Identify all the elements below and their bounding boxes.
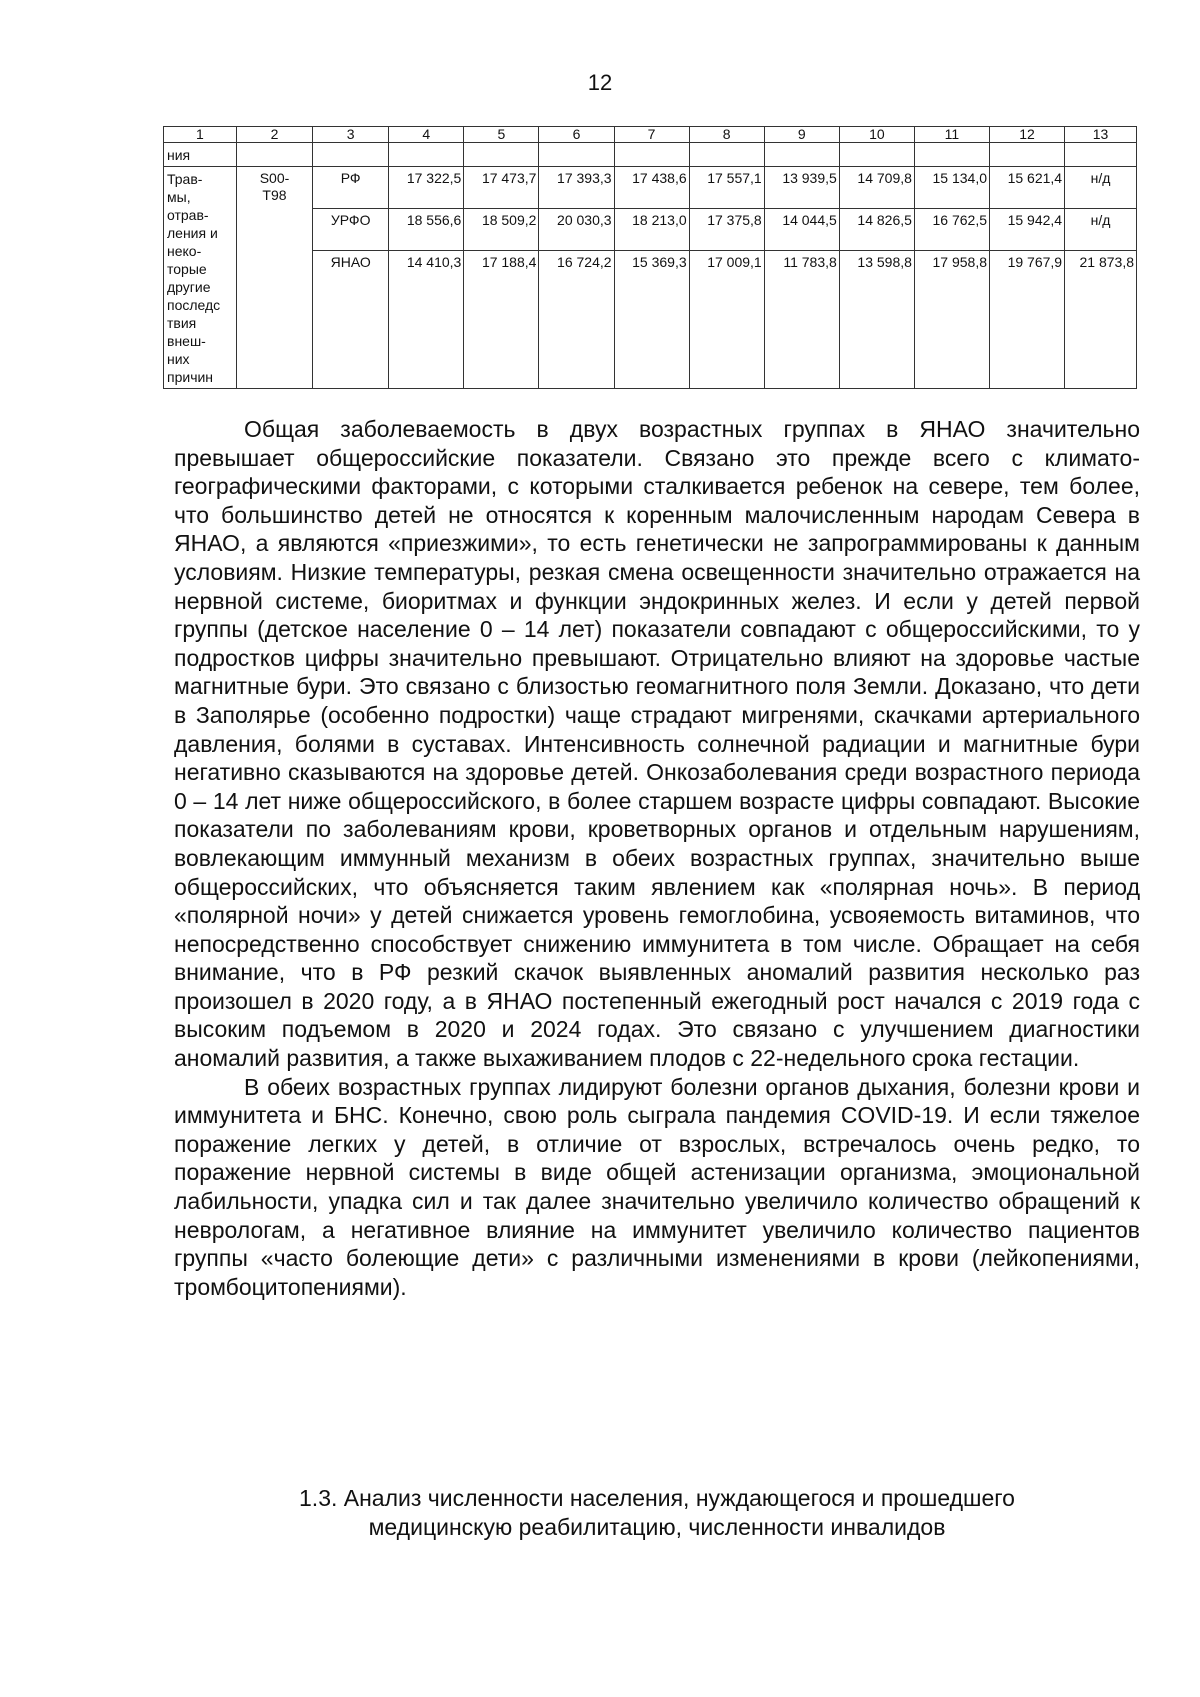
paragraph: В обеих возрастных группах лидируют болезни органов дыхания, болезни крови и иммунитета и БНС. Конечно, свою роль сыграла пандемия COVID-19. И если тяжелое поражение легких у детей, в отличие от взрослых, встречалось очень редко, то поражение нервной системы в виде общей астенизации организма, эмоциональной лабильности, упадка сил и так далее значительно увеличило количество обращений к неврологам, а негативное влияние на иммунитет увеличило количество пациентов группы «часто болеющие дети» с различными изменениями в крови (лейкопениями, тромбоцитопениями). <box>174 1073 1140 1300</box>
value-cell: 13 598,8 <box>839 251 914 389</box>
value-cell: 14 709,8 <box>839 167 914 209</box>
cause-text-line: последс <box>167 297 221 313</box>
value-cell: 15 369,3 <box>614 251 689 389</box>
value-cell: 17 393,3 <box>539 167 614 209</box>
cause-text-line: причин <box>167 369 214 385</box>
value-cell: 17 375,8 <box>689 209 764 251</box>
cause-text-line: отрав- <box>167 207 209 223</box>
value-cell: 17 009,1 <box>689 251 764 389</box>
page-number: 12 <box>587 70 613 95</box>
value-cell: 13 939,5 <box>764 167 839 209</box>
value-cell: 14 410,3 <box>389 251 464 389</box>
value-cell: 20 030,3 <box>539 209 614 251</box>
cause-text-line: ления и <box>167 225 218 241</box>
table-header-row <box>164 127 1137 143</box>
column-number: 5 <box>464 127 539 143</box>
table-row <box>164 167 1137 209</box>
cause-text-line: Трав- <box>167 171 203 187</box>
region-cell: ЯНАО <box>313 251 389 389</box>
value-cell: 18 509,2 <box>464 209 539 251</box>
paragraph: Общая заболеваемость в двух возрастных группах в ЯНАО значительно превышает общероссийские показатели. Связано это прежде всего с климато-географическими факторами, с которыми сталкивается ребенок на севере, тем более, что большинство детей не относятся к коренным малочисленным народам Севера в ЯНАО, а являются «приезжими», то есть генетически не запрограммированы к данным условиям. Низкие температуры, резкая смена освещенности значительно отражается на нервной системе, биоритмах и функции эндокринных желез. И если у детей первой группы (детское население 0 – 14 лет) показатели совпадают с общероссийскими, то у подростков цифры значительно превышают. Отрицательно влияют на здоровье частые магнитные бури. Это связано с близостью геомагнитного поля Земли. Доказано, что дети в Заполярье (особенно подростки) чаще страдают мигренями, скачками артериального давления, болями в суставах. Интенсивность солнечной радиации и магнитные бури негативно сказываются на здоровье детей. Онкозаболевания среди возрастного периода 0 – 14 лет ниже общероссийского, в более старшем возрасте цифры совпадают. Высокие показатели по заболеваниям крови, кроветворных органов и отдельным нарушениям, вовлекающим иммунный механизм в обеих возрастных группах, значительно выше общероссийских, что объясняется таким явлением как «полярная ночь». В период «полярной ночи» у детей снижается уровень гемоглобина, усвояемость витаминов, что непосредственно способствует снижению иммунитета в том числе. Обращает на себя внимание, что в РФ резкий скачок выявленных аномалий развития несколько раз произошел в 2020 году, а в ЯНАО постепенный ежегодный рост начался с 2019 года с высоким подъемом в 2020 и 2024 годах. Это связано с улучшением диагностики аномалий развития, а также выхаживанием плодов с 22-недельного срока гестации. <box>174 416 1140 1072</box>
value-cell: 16 724,2 <box>539 251 614 389</box>
column-number: 8 <box>689 127 764 143</box>
value-cell: 14 826,5 <box>839 209 914 251</box>
column-number: 13 <box>1065 127 1137 143</box>
region-cell: УРФО <box>313 209 389 251</box>
value-cell: 16 762,5 <box>914 209 989 251</box>
section-heading-line: медицинскую реабилитацию, численности инвалидов <box>368 1514 946 1540</box>
value-cell: н/д <box>1065 167 1137 209</box>
value-cell: 15 134,0 <box>914 167 989 209</box>
section-heading <box>174 1484 1140 1542</box>
continuation-cell: ния <box>164 143 237 167</box>
value-cell: 17 188,4 <box>464 251 539 389</box>
value-cell: 14 044,5 <box>764 209 839 251</box>
value-cell: 17 557,1 <box>689 167 764 209</box>
column-number: 1 <box>164 127 237 143</box>
column-number: 10 <box>839 127 914 143</box>
value-cell: 18 213,0 <box>614 209 689 251</box>
value-cell: 11 783,8 <box>764 251 839 389</box>
region-cell: РФ <box>313 167 389 209</box>
icd-code-line: S00- <box>259 170 290 186</box>
value-cell: н/д <box>1065 209 1137 251</box>
column-number: 11 <box>914 127 989 143</box>
cause-text-line: твия <box>167 315 197 331</box>
section-heading-line: 1.3. Анализ численности населения, нуждающегося и прошедшего <box>299 1485 1015 1511</box>
morbidity-table <box>163 126 1137 389</box>
icd-code-line: T98 <box>262 187 287 203</box>
cause-text-line: неко- <box>167 243 202 259</box>
value-cell: 17 958,8 <box>914 251 989 389</box>
value-cell: 15 942,4 <box>990 209 1065 251</box>
column-number: 6 <box>539 127 614 143</box>
cause-text-line: них <box>167 351 190 367</box>
column-number: 9 <box>764 127 839 143</box>
value-cell: 17 473,7 <box>464 167 539 209</box>
cause-text-line: внеш- <box>167 333 206 349</box>
column-number: 7 <box>614 127 689 143</box>
cause-cell <box>164 167 237 389</box>
value-cell: 18 556,6 <box>389 209 464 251</box>
cause-text-line: торые <box>167 261 207 277</box>
value-cell: 15 621,4 <box>990 167 1065 209</box>
value-cell: 17 438,6 <box>614 167 689 209</box>
value-cell: 19 767,9 <box>990 251 1065 389</box>
value-cell: 21 873,8 <box>1065 251 1137 389</box>
column-number: 12 <box>990 127 1065 143</box>
column-number: 3 <box>313 127 389 143</box>
table-continuation-row <box>164 143 1137 167</box>
cause-text-line: другие <box>167 279 211 295</box>
body-text <box>174 415 1140 1301</box>
icd-code-cell <box>236 167 312 389</box>
cause-text-line: мы, <box>167 189 191 205</box>
column-number: 4 <box>389 127 464 143</box>
value-cell: 17 322,5 <box>389 167 464 209</box>
column-number: 2 <box>236 127 312 143</box>
